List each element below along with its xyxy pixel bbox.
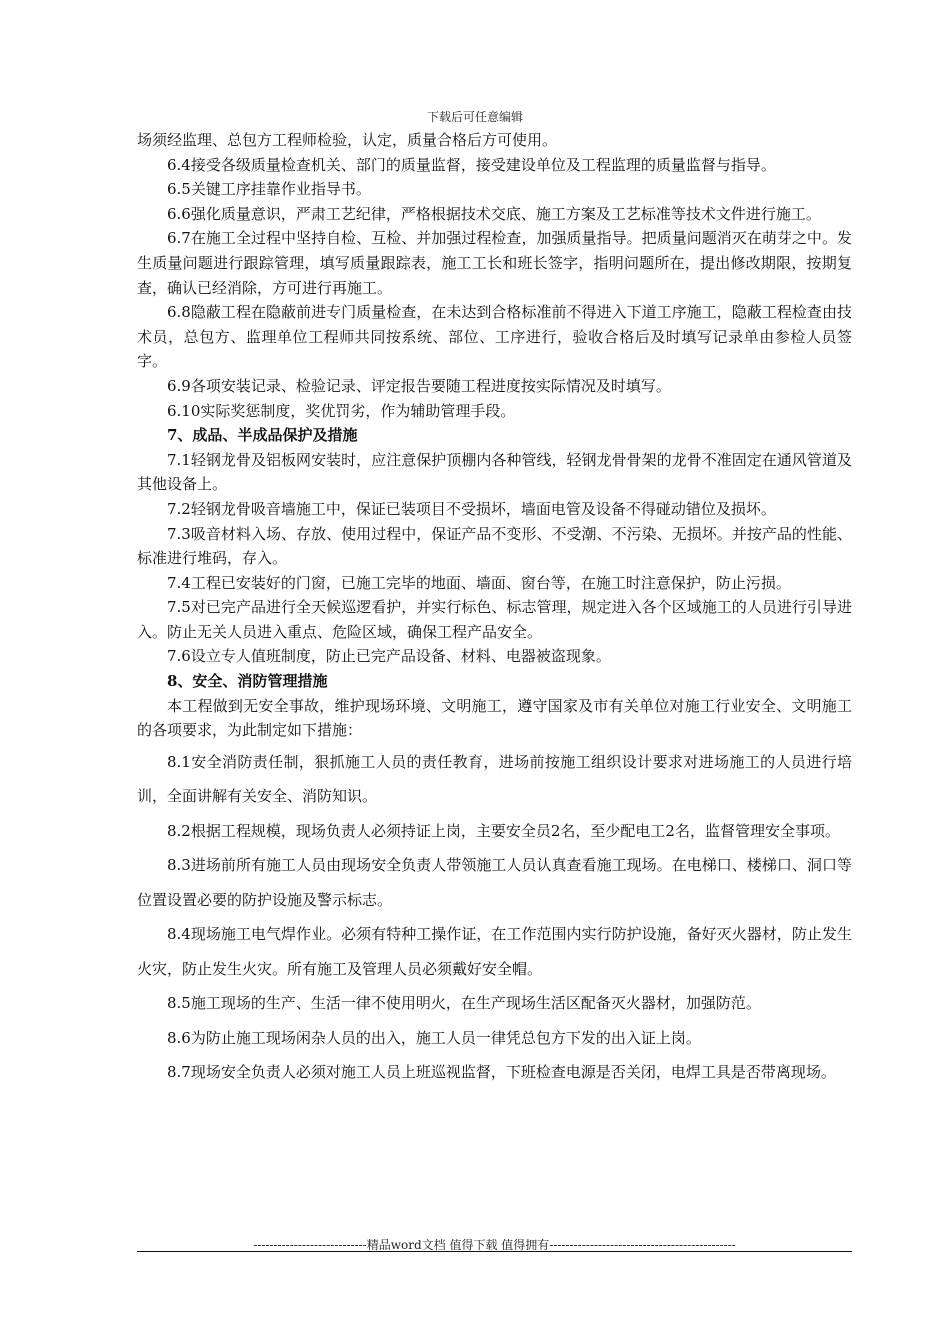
paragraph-8-6: 8.6为防止施工现场闲杂人员的出入，施工人员一律凭总包方下发的出入证上岗。 xyxy=(167,1028,701,1047)
paragraph-8-7: 8.7现场安全负责人必须对施工人员上班巡视监督，下班检查电源是否关闭，电焊工具是否带离现场。 xyxy=(167,1063,836,1082)
paragraph-7-6: 7.6设立专人值班制度，防止已完产品设备、材料、电器被盗现象。 xyxy=(167,647,611,666)
paragraph-6-5: 6.5关键工序挂靠作业指导书。 xyxy=(167,180,371,199)
paragraph-8-3: 8.3进场前所有施工人员由现场安全负责人带领施工人员认真查看施工现场。在电梯口、楼梯口、洞口等位置设置必要的防护设施及警示标志。 xyxy=(137,856,852,909)
paragraph-7-2: 7.2轻钢龙骨吸音墙施工中，保证已装项目不受损坏，墙面电管及设备不得碰动错位及损坏。 xyxy=(167,499,776,518)
footer-rule xyxy=(137,1251,852,1252)
paragraph-7-4: 7.4工程已安装好的门窗，已施工完毕的地面、墙面、窗台等，在施工时注意保护，防止污损。 xyxy=(167,573,791,592)
paragraph-8-4: 8.4现场施工电气焊作业。必须有特种工操作证，在工作范围内实行防护设施，备好灭火器材，防止发生火灾，防止发生火灾。所有施工及管理人员必须戴好安全帽。 xyxy=(137,925,852,978)
document-body xyxy=(137,128,852,1090)
paragraph-6-4: 6.4接受各级质量检查机关、部门的质量监督，接受建设单位及工程监理的质量监督与指导。 xyxy=(167,155,776,174)
header-note: 下载后可任意编辑 xyxy=(426,110,523,124)
paragraph-6-8: 6.8隐蔽工程在隐蔽前进专门质量检查，在未达到合格标准前不得进入下道工序施工，隐蔽工程检查由技术员，总包方、监理单位工程师共同按系统、部位、工序进行，验收合格后及时填写记录单由参检人员签字。 xyxy=(137,303,852,371)
footer-text: ----------------------------精品word文档 值得下载 值得拥有---------------------------------------------- xyxy=(253,1238,736,1252)
paragraph-7-1: 7.1轻钢龙骨及铝板网安装时，应注意保护顶棚内各种管线，轻钢龙骨骨架的龙骨不准固定在通风管道及其他设备上。 xyxy=(137,450,852,494)
paragraph-8-intro: 本工程做到无安全事故，维护现场环境、文明施工，遵守国家及市有关单位对施工行业安全、文明施工的各项要求，为此制定如下措施： xyxy=(137,696,852,740)
paragraph-6-10: 6.10实际奖惩制度，奖优罚劣，作为辅助管理手段。 xyxy=(167,401,516,420)
paragraph-continuation: 场须经监理、总包方工程师检验，认定，质量合格后方可使用。 xyxy=(137,131,558,149)
section-heading-7: 7、成品、半成品保护及措施 xyxy=(167,426,358,445)
paragraph-6-6: 6.6强化质量意识，严肃工艺纪律，严格根据技术交底、施工方案及工艺标准等技术文件进行施工。 xyxy=(167,204,821,223)
paragraph-7-5: 7.5对已完产品进行全天候巡逻看护，并实行标色、标志管理，规定进入各个区域施工的人员进行引导进入。防止无关人员进入重点、危险区域，确保工程产品安全。 xyxy=(137,598,852,641)
section-heading-8: 8、安全、消防管理措施 xyxy=(167,672,328,691)
paragraph-8-1: 8.1安全消防责任制，狠抓施工人员的责任教育，进场前按施工组织设计要求对进场施工的人员进行培训，全面讲解有关安全、消防知识。 xyxy=(137,752,852,806)
paragraph-8-5: 8.5施工现场的生产、生活一律不使用明火，在生产现场生活区配备灭火器材，加强防范。 xyxy=(167,994,761,1013)
paragraph-6-9: 6.9各项安装记录、检验记录、评定报告要随工程进度按实际情况及时填写。 xyxy=(167,376,671,395)
paragraph-6-7: 6.7在施工全过程中坚持自检、互检、并加强过程检查，加强质量指导。把质量问题消灭在萌芽之中。发生质量问题进行跟踪管理，填写质量跟踪表，施工工长和班长签字，指明问题所在，提出修改期限，按期复查，确认已经消除，方可进行再施工。 xyxy=(137,229,852,297)
paragraph-8-2: 8.2根据工程规模，现场负责人必须持证上岗，主要安全员2名，至少配电工2名，监督管理安全事项。 xyxy=(167,821,840,840)
paragraph-7-3: 7.3吸音材料入场、存放、使用过程中，保证产品不变形、不受潮、不污染、无损坏。并按产品的性能、标准进行堆码，存入。 xyxy=(137,524,852,568)
